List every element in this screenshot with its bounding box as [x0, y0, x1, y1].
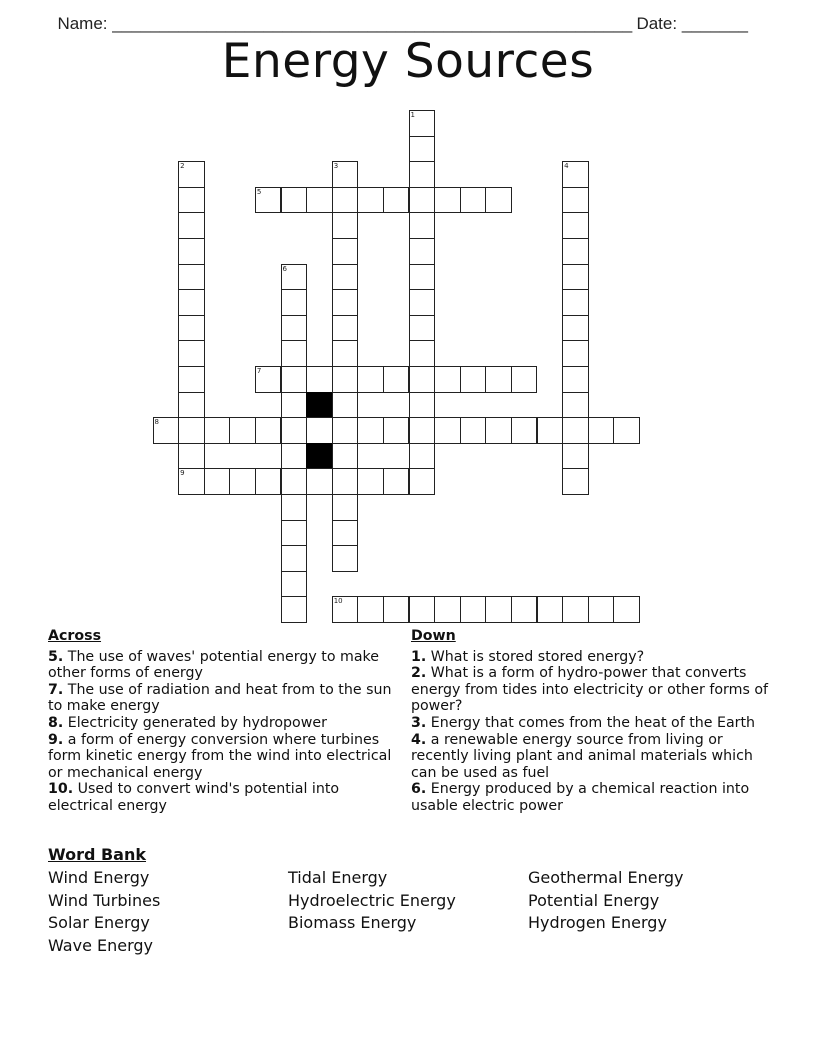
grid-cell[interactable] — [281, 417, 308, 444]
word-bank-item: Hydrogen Energy — [528, 913, 667, 933]
grid-cell[interactable] — [460, 366, 487, 393]
grid-cell[interactable] — [306, 366, 333, 393]
grid-cell[interactable] — [409, 289, 436, 316]
grid-cell[interactable] — [409, 443, 436, 470]
grid-cell[interactable] — [281, 520, 308, 547]
grid-cell[interactable] — [511, 366, 538, 393]
name-label: Name: — [57, 14, 113, 33]
grid-cell[interactable] — [178, 443, 205, 470]
clue-number-label: 9. — [48, 731, 64, 748]
clue-number-label: 6. — [411, 781, 427, 798]
grid-cell[interactable] — [409, 340, 436, 367]
clue-item — [48, 715, 400, 732]
across-clue-list — [48, 649, 400, 815]
clue-number-label: 2. — [411, 665, 427, 682]
clue-item — [411, 715, 773, 732]
grid-cell[interactable] — [562, 212, 589, 239]
grid-cell[interactable] — [332, 545, 359, 572]
grid-cell[interactable] — [383, 417, 410, 444]
clue-number: 9 — [180, 469, 185, 478]
word-bank-item: Wave Energy — [48, 935, 154, 955]
clue-text: a renewable energy source from living or recently living plant and animal materials which can be used as fuel — [411, 731, 753, 781]
clue-number: 10 — [333, 597, 343, 606]
grid-cell[interactable] — [409, 187, 436, 214]
down-clue-list — [411, 649, 773, 815]
grid-cell[interactable] — [409, 392, 436, 419]
grid-cell[interactable] — [178, 289, 205, 316]
grid-cell[interactable] — [511, 417, 538, 444]
grid-cell[interactable] — [460, 187, 487, 214]
word-bank-column-2 — [288, 867, 456, 935]
grid-cell[interactable] — [537, 596, 564, 623]
clue-number: 2 — [180, 162, 185, 171]
grid-cell[interactable] — [229, 468, 256, 495]
clue-item — [48, 732, 400, 782]
clue-text: Used to convert wind's potential into electrical energy — [48, 781, 340, 814]
grid-cell[interactable] — [281, 289, 308, 316]
grid-cell[interactable] — [383, 468, 410, 495]
grid-cell[interactable] — [178, 187, 205, 214]
grid-cell[interactable] — [281, 596, 308, 623]
grid-cell[interactable] — [332, 366, 359, 393]
grid-cell[interactable] — [409, 264, 436, 291]
word-bank-item: Tidal Energy — [288, 868, 388, 887]
clue-number: 7 — [256, 367, 262, 375]
grid-cell[interactable] — [562, 289, 589, 316]
word-bank-item: Wind Turbines — [48, 890, 161, 910]
grid-cell[interactable] — [281, 340, 308, 367]
grid-cell[interactable] — [332, 264, 359, 291]
grid-cell[interactable] — [562, 315, 589, 342]
clue-item — [48, 781, 400, 814]
clue-number-label: 3. — [411, 714, 427, 731]
grid-cell[interactable] — [306, 417, 333, 444]
clue-item — [48, 682, 400, 715]
grid-cell[interactable] — [485, 366, 512, 393]
grid-cell[interactable] — [255, 468, 282, 495]
grid-cell[interactable] — [255, 417, 282, 444]
clue-number-label: 10. — [48, 781, 74, 798]
down-heading: Down — [411, 628, 456, 644]
clue-text: What is stored stored energy? — [426, 648, 645, 665]
grid-cell[interactable] — [562, 392, 589, 419]
grid-cell[interactable] — [409, 315, 436, 342]
grid-cell[interactable] — [332, 187, 359, 214]
grid-cell[interactable] — [409, 596, 436, 623]
grid-cell[interactable] — [383, 187, 410, 214]
grid-cell[interactable] — [537, 417, 564, 444]
grid-cell[interactable] — [332, 315, 359, 342]
word-bank-heading: Word Bank — [48, 845, 147, 864]
grid-cell[interactable] — [562, 417, 589, 444]
grid-cell[interactable] — [332, 212, 359, 239]
grid-cell[interactable] — [178, 238, 205, 265]
grid-cell[interactable] — [281, 443, 308, 470]
grid-cell[interactable] — [409, 212, 436, 239]
grid-cell[interactable] — [281, 468, 308, 495]
grid-cell[interactable] — [562, 264, 589, 291]
grid-cell[interactable] — [178, 340, 205, 367]
grid-cell[interactable] — [281, 494, 308, 521]
grid-cell[interactable] — [562, 238, 589, 265]
grid-cell[interactable] — [434, 187, 461, 214]
grid-cell[interactable] — [511, 596, 538, 623]
grid-cell[interactable] — [178, 212, 205, 239]
clue-text: Electricity generated by hydropower — [63, 714, 327, 731]
grid-cell[interactable] — [357, 417, 384, 444]
grid-cell[interactable] — [409, 161, 436, 188]
grid-cell[interactable] — [613, 417, 640, 444]
clue-number: 6 — [282, 264, 287, 273]
grid-cell[interactable] — [357, 596, 384, 623]
grid-cell[interactable] — [281, 571, 308, 598]
word-bank-item: Potential Energy — [528, 890, 660, 910]
black-square — [306, 392, 332, 418]
grid-cell[interactable] — [562, 468, 589, 495]
clue-number: 5 — [256, 187, 262, 196]
grid-cell[interactable] — [306, 187, 333, 214]
clue-number: 8 — [154, 418, 159, 427]
grid-cell[interactable] — [178, 366, 205, 393]
grid-cell[interactable] — [332, 392, 359, 419]
grid-cell[interactable] — [562, 366, 589, 393]
clue-number-label: 8. — [48, 714, 64, 731]
clue-text: Energy produced by a chemical reaction into usable electric power — [411, 781, 750, 814]
grid-cell[interactable] — [409, 468, 436, 495]
grid-cell[interactable] — [588, 417, 615, 444]
grid-cell[interactable] — [332, 289, 359, 316]
grid-cell[interactable] — [409, 366, 436, 393]
grid-cell[interactable] — [485, 417, 512, 444]
black-square — [306, 443, 332, 469]
grid-cell[interactable] — [178, 264, 205, 291]
grid-cell[interactable] — [588, 596, 615, 623]
grid-cell[interactable] — [409, 136, 436, 163]
grid-cell[interactable] — [562, 596, 589, 623]
clue-item — [411, 732, 773, 782]
page-title: Energy Sources — [221, 34, 595, 89]
grid-cell[interactable] — [178, 392, 205, 419]
grid-cell[interactable] — [460, 596, 487, 623]
grid-cell[interactable] — [332, 468, 359, 495]
clue-number-label: 7. — [48, 681, 64, 698]
grid-cell[interactable] — [178, 417, 205, 444]
date-label: Date: — [636, 14, 682, 33]
word-bank-item: Biomass Energy — [288, 913, 417, 933]
clue-number-label: 4. — [411, 731, 427, 748]
grid-cell[interactable] — [229, 417, 256, 444]
grid-cell[interactable] — [409, 417, 436, 444]
clue-number: 1 — [410, 111, 415, 119]
clue-text: The use of radiation and heat from to the sun to make energy — [48, 681, 392, 715]
clue-item — [411, 781, 773, 814]
grid-cell[interactable] — [332, 340, 359, 367]
grid-cell[interactable] — [562, 443, 589, 470]
grid-cell[interactable] — [332, 520, 359, 547]
grid-cell[interactable] — [204, 417, 231, 444]
grid-cell[interactable] — [332, 443, 359, 470]
grid-cell[interactable] — [281, 315, 308, 342]
grid-cell[interactable] — [178, 315, 205, 342]
grid-cell[interactable] — [434, 417, 461, 444]
grid-cell[interactable] — [332, 494, 359, 521]
grid-cell[interactable] — [409, 238, 436, 265]
word-bank-item: Solar Energy — [48, 913, 150, 933]
grid-cell[interactable] — [383, 366, 410, 393]
grid-cell[interactable] — [357, 366, 384, 393]
grid-cell[interactable] — [204, 468, 231, 495]
clue-number: 3 — [333, 162, 339, 171]
grid-cell[interactable] — [281, 366, 308, 393]
clue-item — [411, 665, 773, 715]
word-bank-item: Geothermal Energy — [528, 868, 684, 887]
grid-cell[interactable] — [281, 187, 308, 214]
grid-cell[interactable] — [460, 417, 487, 444]
grid-cell[interactable] — [562, 187, 589, 214]
grid-cell[interactable] — [562, 340, 589, 367]
grid-cell[interactable] — [281, 545, 308, 572]
grid-cell[interactable] — [357, 468, 384, 495]
across-clues — [48, 628, 400, 815]
word-bank-item: Hydroelectric Energy — [288, 890, 456, 910]
clue-text: What is a form of hydro-power that converts energy from tides into electricity or other forms of power? — [411, 665, 769, 715]
date-line[interactable]: _______ — [681, 14, 748, 33]
clue-number: 4 — [564, 162, 569, 171]
grid-cell[interactable] — [306, 468, 333, 495]
word-bank-item: Wind Energy — [48, 868, 150, 887]
grid-cell[interactable] — [434, 366, 461, 393]
clue-text: Energy that comes from the heat of the Earth — [426, 714, 756, 731]
name-line[interactable]: _______________________________________________________ — [112, 14, 633, 33]
grid-cell[interactable] — [281, 392, 308, 419]
word-bank-column-3 — [528, 867, 684, 935]
grid-cell[interactable] — [332, 238, 359, 265]
grid-cell[interactable] — [434, 596, 461, 623]
grid-cell[interactable] — [383, 596, 410, 623]
clue-item — [411, 649, 773, 666]
grid-cell[interactable] — [485, 187, 512, 214]
word-bank-column-1 — [48, 867, 160, 957]
clue-text: The use of waves' potential energy to make other forms of energy — [48, 648, 379, 682]
grid-cell[interactable] — [613, 596, 640, 623]
down-clues — [411, 628, 773, 815]
clue-number-label: 1. — [411, 648, 427, 665]
grid-cell[interactable] — [485, 596, 512, 623]
across-heading: Across — [48, 628, 102, 644]
grid-cell[interactable] — [357, 187, 384, 214]
clue-number-label: 5. — [48, 648, 64, 665]
clue-item — [48, 649, 400, 682]
clue-text: a form of energy conversion where turbines form kinetic energy from the wind into electrical or mechanical energy — [48, 731, 392, 781]
grid-cell[interactable] — [332, 417, 359, 444]
